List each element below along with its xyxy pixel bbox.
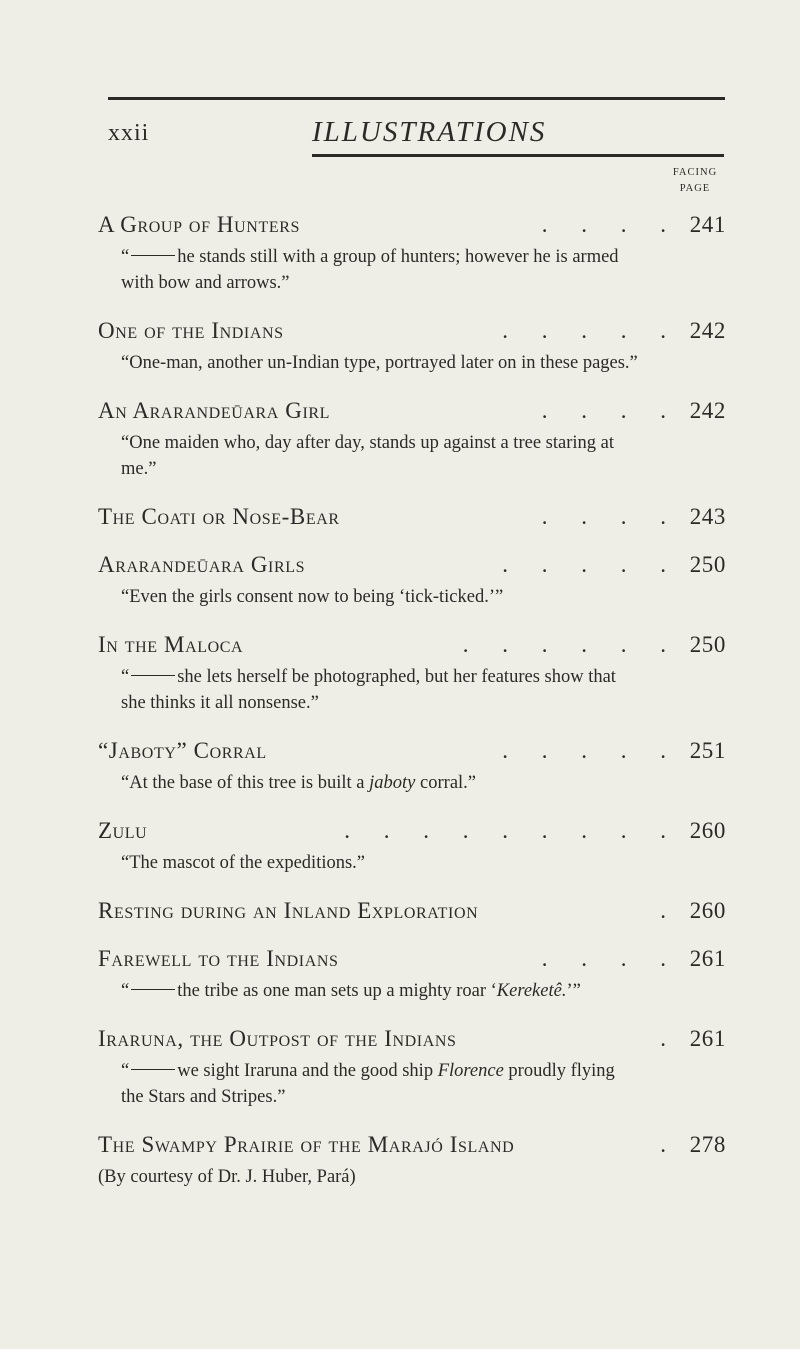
entry-title: In the Maloca [98,632,244,657]
entry-title: An Ararandeūara Girl [98,398,331,423]
entry-title: Farewell to the Indians [98,946,339,971]
entry-caption: “ we sight Iraruna and the good ship Florence proudly flying the Stars and Stripes.” [121,1061,615,1107]
entry-caption: “Even the girls consent now to being ‘tick-ticked.’” [121,587,504,607]
page-label: PAGE [679,183,711,194]
entry-page-number: 261 [689,1026,726,1051]
entry-page-number: 241 [689,212,726,237]
leader-dots: . . . . . . . . . [344,818,680,843]
entry-page-number: 250 [689,552,726,577]
leader-dots: . . . . [541,946,680,971]
facing-label: FACING [672,167,718,178]
entry-caption: “The mascot of the expeditions.” [121,853,366,873]
list-item [98,946,726,1004]
entry-page-number: 251 [689,738,726,763]
list-item [98,212,726,296]
entry-page-number: 260 [689,818,726,843]
running-head: ILLUSTRATIONS [312,116,547,148]
leader-dots: . . . . [541,212,680,237]
entry-caption: “ the tribe as one man sets up a mighty roar ‘Kereketê.’” [121,981,581,1001]
entry-title: The Coati or Nose-Bear [98,504,340,529]
illustrations-list [98,212,726,1190]
leader-dots: . [660,898,680,923]
page-folio: xxii [108,120,150,146]
entry-caption: “ he stands still with a group of hunters; however he is armed with bow and arrows.” [121,247,619,293]
list-item [98,898,726,924]
list-item [98,318,726,376]
list-item [98,398,726,482]
entry-title: Iraruna, the Outpost of the Indians [98,1026,457,1051]
entry-page-number: 242 [689,398,726,423]
entry-title: Zulu [98,818,148,843]
facing-page-label [600,165,725,197]
leader-dots: . . . . [541,504,680,529]
leader-dots: . . . . . . [462,632,680,657]
list-item [98,504,726,530]
list-item [98,738,726,796]
entry-caption: “At the base of this tree is built a jaboty corral.” [121,773,477,793]
entry-caption: (By courtesy of Dr. J. Huber, Pará) [98,1167,356,1187]
entry-title: “Jaboty” Corral [98,738,267,763]
entry-title: The Swampy Prairie of the Marajó Island [98,1132,515,1157]
entry-title: A Group of Hunters [98,212,300,237]
leader-dots: . . . . [541,398,680,423]
entry-page-number: 260 [689,898,726,923]
list-item [98,818,726,876]
list-item [98,1026,726,1110]
leader-dots: . . . . . [502,738,680,763]
entry-page-number: 278 [689,1132,726,1157]
entry-caption: “One-man, another un-Indian type, portrayed later on in these pages.” [121,353,638,373]
entry-caption: “ she lets herself be photographed, but her features show that she thinks it all nonsense.” [121,667,616,713]
list-item [98,632,726,716]
list-item [98,1132,726,1190]
entry-page-number: 243 [689,504,726,529]
entry-page-number: 261 [689,946,726,971]
list-item [98,552,726,610]
entry-title: Ararandeūara Girls [98,552,306,577]
entry-title: Resting during an Inland Exploration [98,898,479,923]
entry-page-number: 242 [689,318,726,343]
top-rule [108,97,725,100]
entry-caption: “One maiden who, day after day, stands up against a tree staring at me.” [121,433,614,479]
leader-dots: . [660,1132,680,1157]
entry-title: One of the Indians [98,318,284,343]
leader-dots: . . . . . [502,318,680,343]
leader-dots: . [660,1026,680,1051]
entry-page-number: 250 [689,632,726,657]
header-rule [312,154,724,157]
leader-dots: . . . . . [502,552,680,577]
